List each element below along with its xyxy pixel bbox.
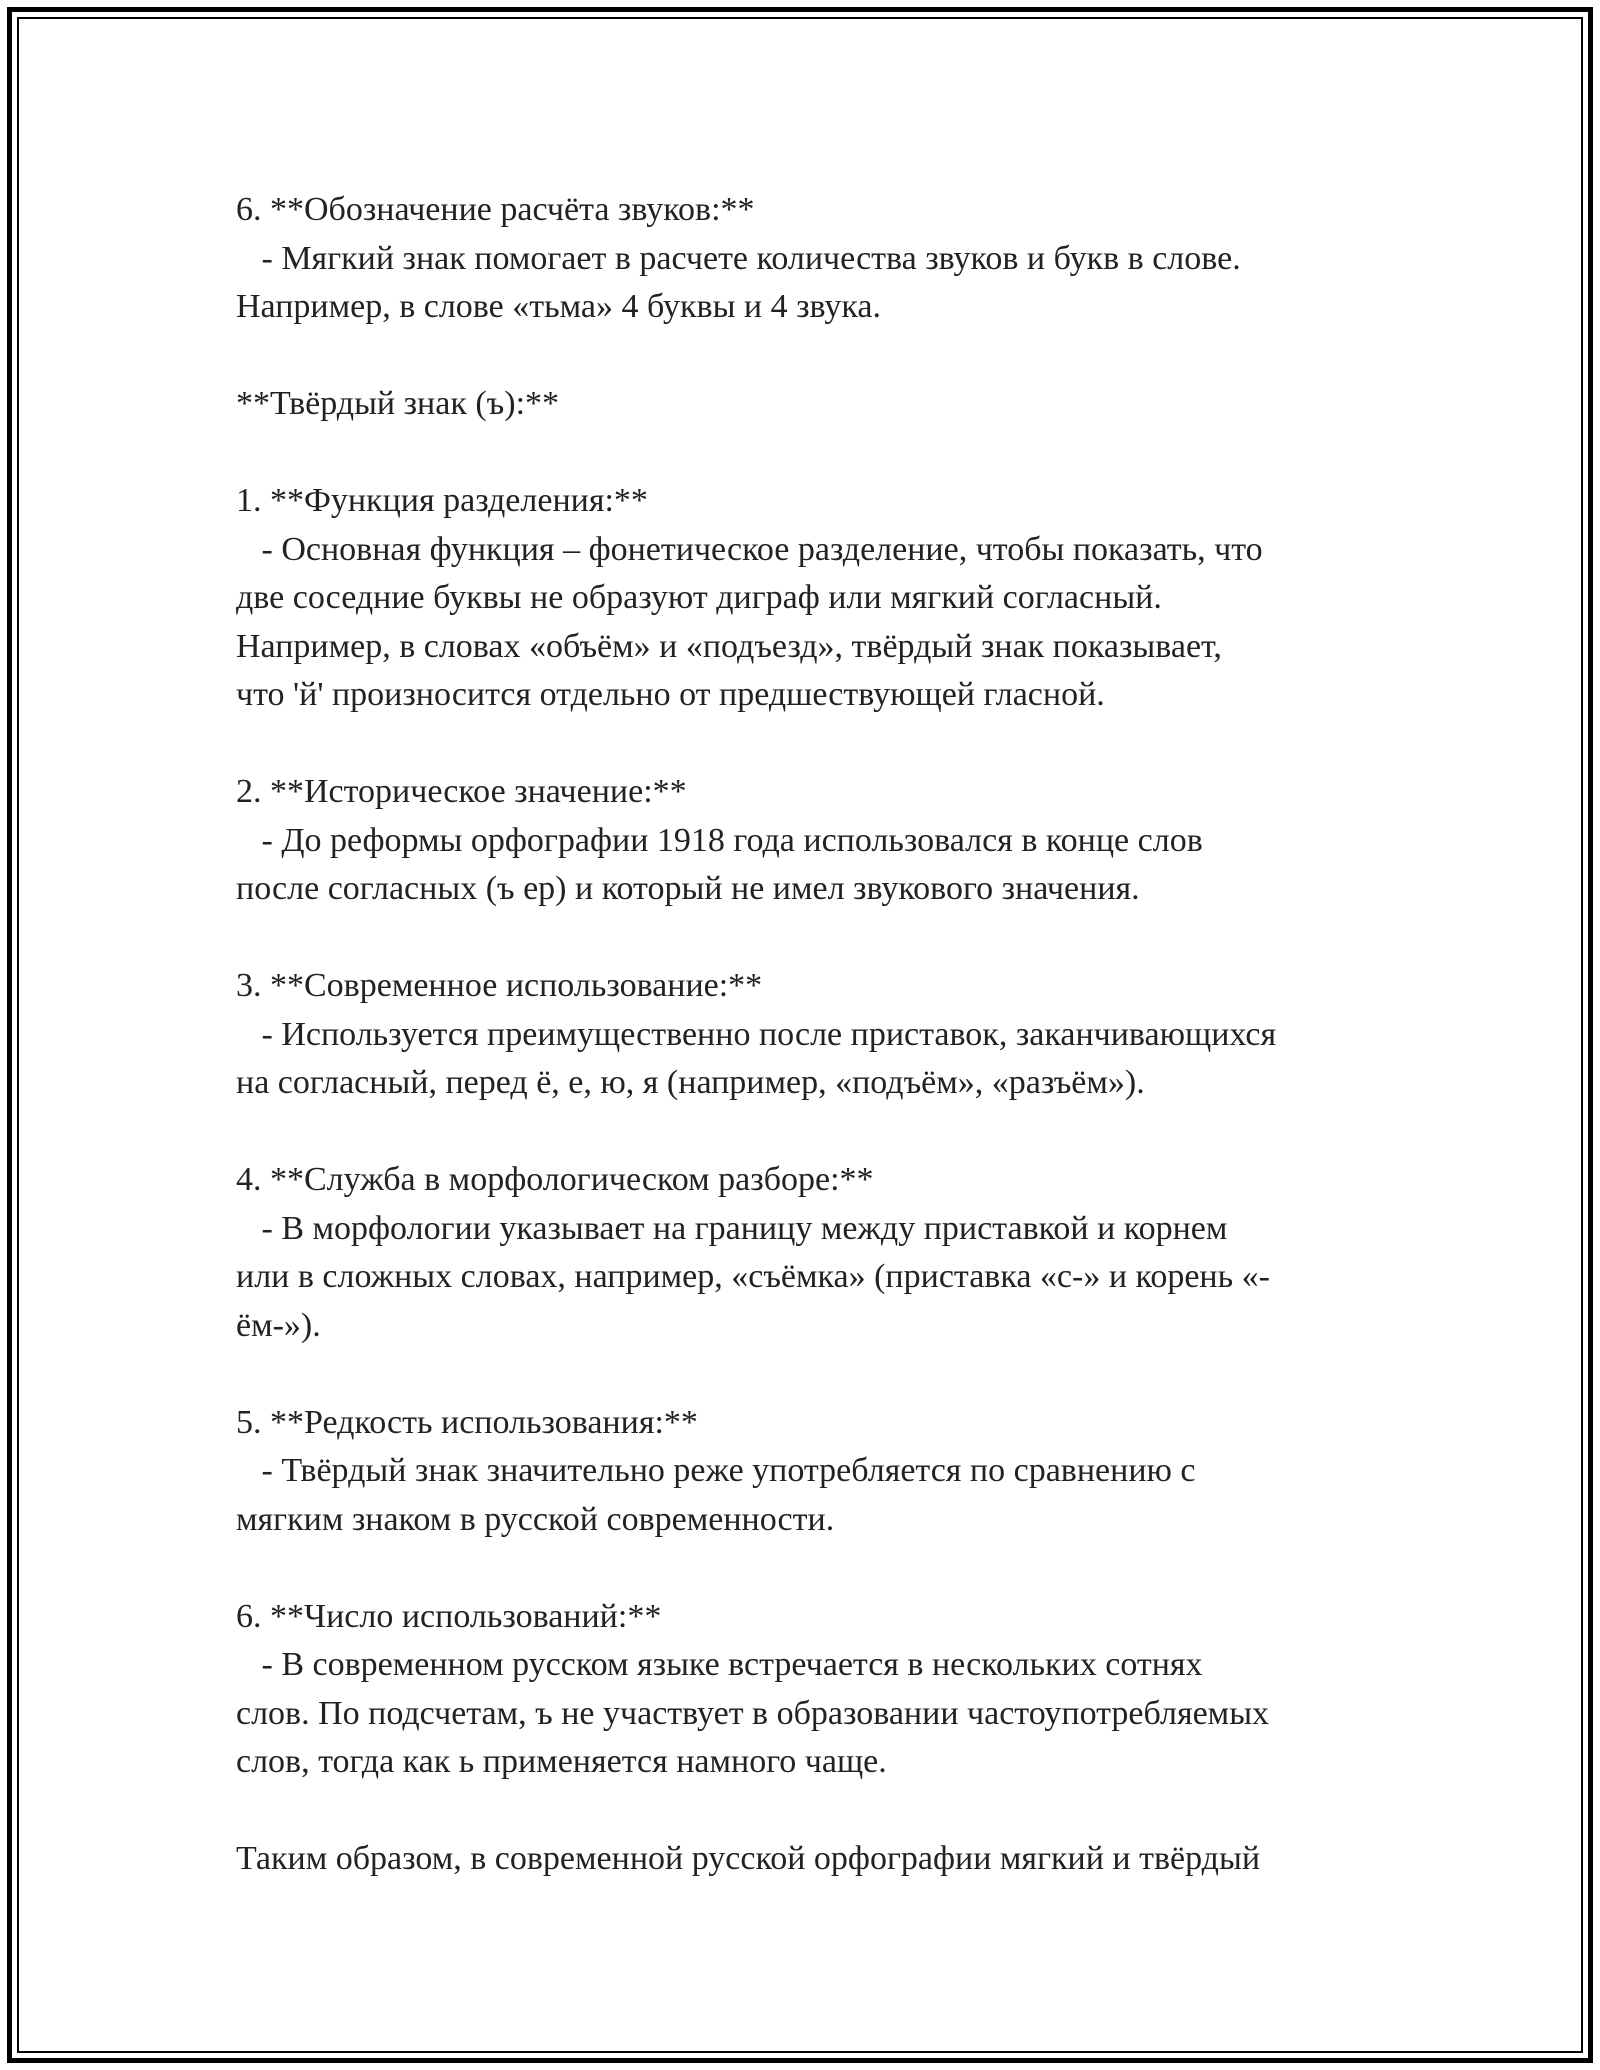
blank-line (236, 1108, 1366, 1157)
blank-line (236, 1350, 1366, 1399)
blank-line (236, 429, 1366, 478)
text-line: 5. **Редкость использования:** (236, 1403, 698, 1441)
text-line: Таким образом, в современной русской орфографии мягкий и твёрдый (236, 1840, 1261, 1877)
text-line: на согласный, перед ё, е, ю, я (например, «подъём», «разъём»). (236, 1064, 1145, 1101)
blank-line (236, 1544, 1366, 1593)
text-line: - В современном русском языке встречается в нескольких сотнях (236, 1646, 1203, 1683)
text-line: Например, в слове «тьма» 4 буквы и 4 звука. (236, 288, 882, 325)
text-line: что 'й' произносится отдельно от предшествующей гласной. (236, 676, 1105, 713)
text-line: - Используется преимущественно после приставок, заканчивающихся (236, 1015, 1277, 1053)
text-line: слов. По подсчетам, ъ не участвует в образовании частоупотребляемых (236, 1694, 1270, 1732)
section-heading: **Твёрдый знак (ъ):** (236, 385, 560, 422)
text-line: 2. **Историческое значение:** (236, 773, 687, 810)
text-line: или в сложных словах, например, «съёмка» (приставка «с-» и корень «- (236, 1258, 1270, 1295)
text-line: 1. **Функция разделения:** (236, 482, 648, 519)
text-line: - В морфологии указывает на границу между приставкой и корнем (236, 1209, 1228, 1247)
text-line: Например, в словах «объём» и «подъезд», твёрдый знак показывает, (236, 627, 1222, 665)
text-line: две соседние буквы не образуют диграф или мягкий согласный. (236, 579, 1162, 616)
text-line: 4. **Служба в морфологическом разборе:** (236, 1161, 874, 1198)
text-line: 6. **Обозначение расчёта звуков:** (236, 191, 755, 228)
text-line: слов, тогда как ь применяется намного чаще. (236, 1743, 887, 1780)
text-line: ём-»). (236, 1306, 321, 1344)
text-line: - Мягкий знак помогает в расчете количества звуков и букв в слове. (236, 239, 1241, 277)
document-body (236, 186, 1366, 1884)
text-line: - До реформы орфографии 1918 года использовался в конце слов (236, 821, 1203, 859)
blank-line (236, 914, 1366, 963)
text-line: - Твёрдый знак значительно реже употребляется по сравнению с (236, 1452, 1196, 1489)
text-line: - Основная функция – фонетическое разделение, чтобы показать, что (236, 530, 1263, 568)
text-line: 6. **Число использований:** (236, 1597, 662, 1635)
text-line: 3. **Современное использование:** (236, 967, 763, 1004)
text-line: мягким знаком в русской современности. (236, 1500, 835, 1538)
blank-line (236, 1787, 1366, 1836)
text-line: после согласных (ъ ер) и который не имел звукового значения. (236, 870, 1140, 907)
blank-line (236, 332, 1366, 381)
blank-line (236, 720, 1366, 769)
